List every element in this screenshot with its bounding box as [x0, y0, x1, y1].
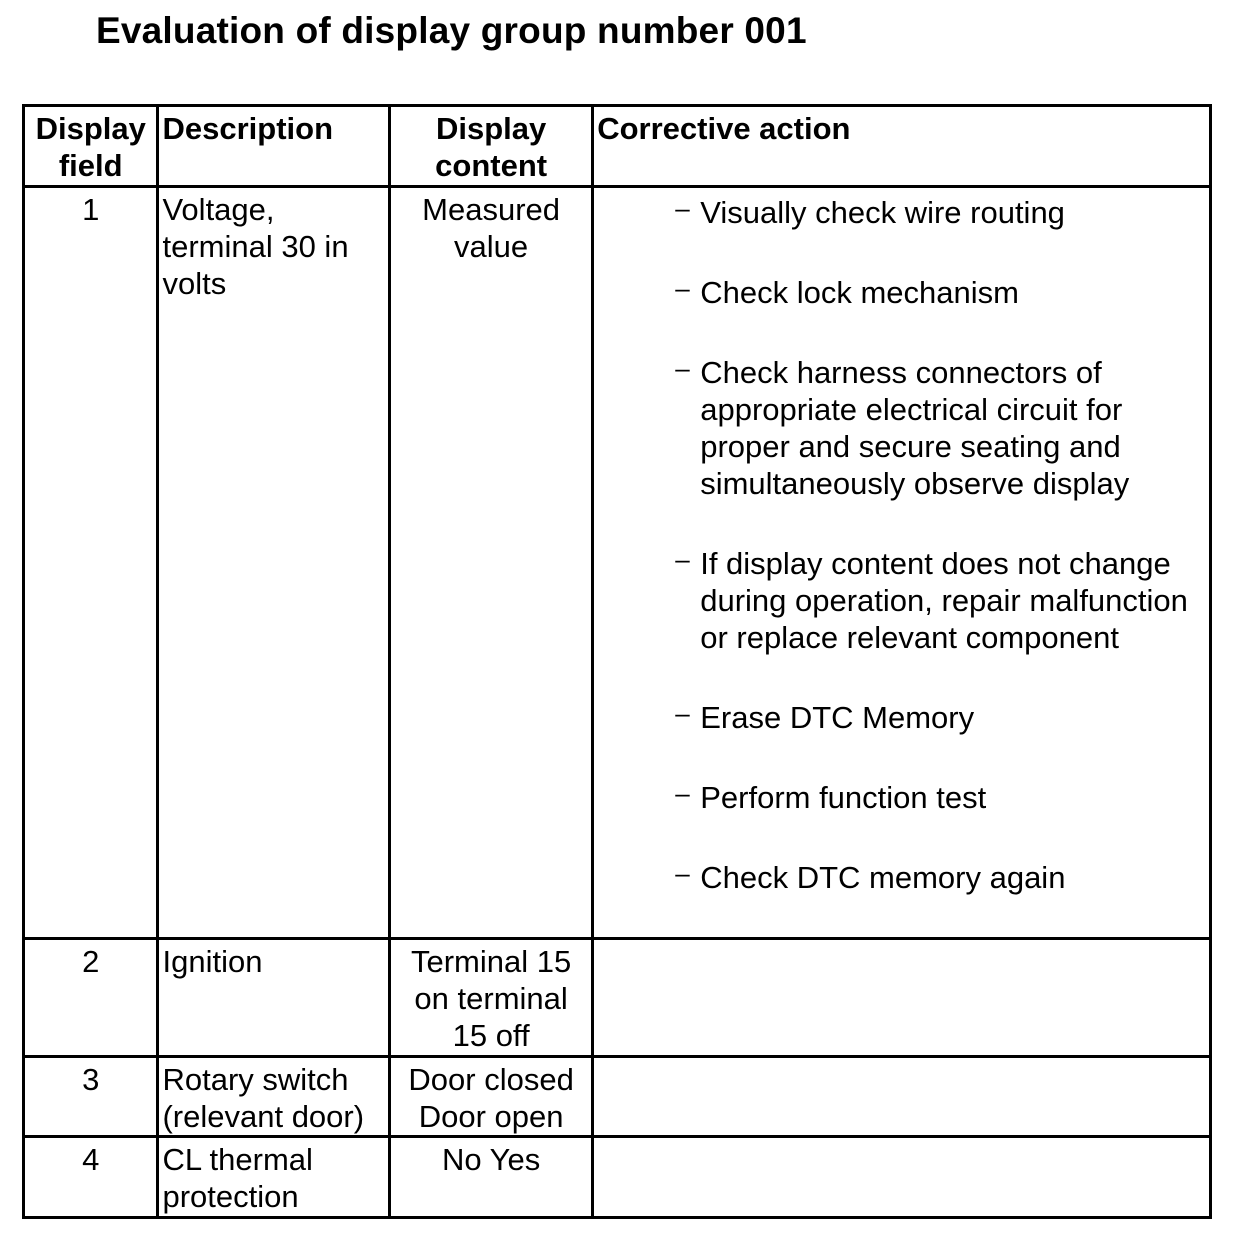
action-text: Perform function test: [700, 780, 987, 815]
action-item: [675, 354, 1206, 502]
cell-display-field: 1: [24, 187, 158, 939]
action-item: [675, 859, 1206, 896]
header-display-content-line-1: Display: [435, 111, 547, 146]
table-header-row: [24, 106, 1211, 187]
action-text: Check lock mechanism: [700, 275, 1019, 310]
corrective-action-list: [597, 191, 1206, 896]
cell-description: Voltage, terminal 30 in volts: [158, 187, 390, 939]
cell-display-content: Measured value: [390, 187, 593, 939]
table-row: [24, 1057, 1211, 1137]
dash-bullet-icon: –: [675, 273, 690, 303]
dash-bullet-icon: –: [675, 353, 690, 383]
action-text: Check harness connectors of appropriate electrical circuit for proper and secure seating and simultaneously observe display: [700, 355, 1130, 501]
cell-corrective-action: [593, 1057, 1211, 1137]
dash-bullet-icon: –: [675, 778, 690, 808]
cell-corrective-action: [593, 187, 1211, 939]
header-display-content: [390, 106, 593, 187]
dash-bullet-icon: –: [675, 193, 690, 223]
cell-corrective-action: [593, 1137, 1211, 1218]
cell-description: CL thermal protection: [158, 1137, 390, 1218]
cell-corrective-action: [593, 939, 1211, 1057]
header-corrective-action: Corrective action: [593, 106, 1211, 187]
action-text: Check DTC memory again: [700, 860, 1066, 895]
cell-display-content: No Yes: [390, 1137, 593, 1218]
cell-display-field: 4: [24, 1137, 158, 1218]
header-display-field-line-1: Display: [35, 111, 146, 146]
cell-display-content: Terminal 15 on terminal 15 off: [390, 939, 593, 1057]
action-item: [675, 699, 1206, 736]
table-row: [24, 939, 1211, 1057]
evaluation-table: [22, 104, 1212, 1219]
table-row: [24, 187, 1211, 939]
dash-bullet-icon: –: [675, 858, 690, 888]
header-display-field-line-2: field: [58, 148, 123, 183]
action-text: Visually check wire routing: [700, 195, 1065, 230]
page-title: Evaluation of display group number 001: [96, 10, 807, 51]
dash-bullet-icon: –: [675, 698, 690, 728]
header-description: Description: [158, 106, 390, 187]
cell-display-field: 3: [24, 1057, 158, 1137]
dash-bullet-icon: –: [675, 544, 690, 574]
action-item: [675, 274, 1206, 311]
action-text: Erase DTC Memory: [700, 700, 975, 735]
header-display-field: [24, 106, 158, 187]
cell-description: Rotary switch (relevant door): [158, 1057, 390, 1137]
action-item: [675, 194, 1206, 231]
cell-description: Ignition: [158, 939, 390, 1057]
action-text: If display content does not change during operation, repair malfunction or replace relevant component: [700, 546, 1188, 655]
action-item: [675, 779, 1206, 816]
cell-display-field: 2: [24, 939, 158, 1057]
cell-display-content: Door closed Door open: [390, 1057, 593, 1137]
table-row: [24, 1137, 1211, 1218]
header-display-content-line-2: content: [435, 148, 548, 183]
action-item: [675, 545, 1206, 656]
